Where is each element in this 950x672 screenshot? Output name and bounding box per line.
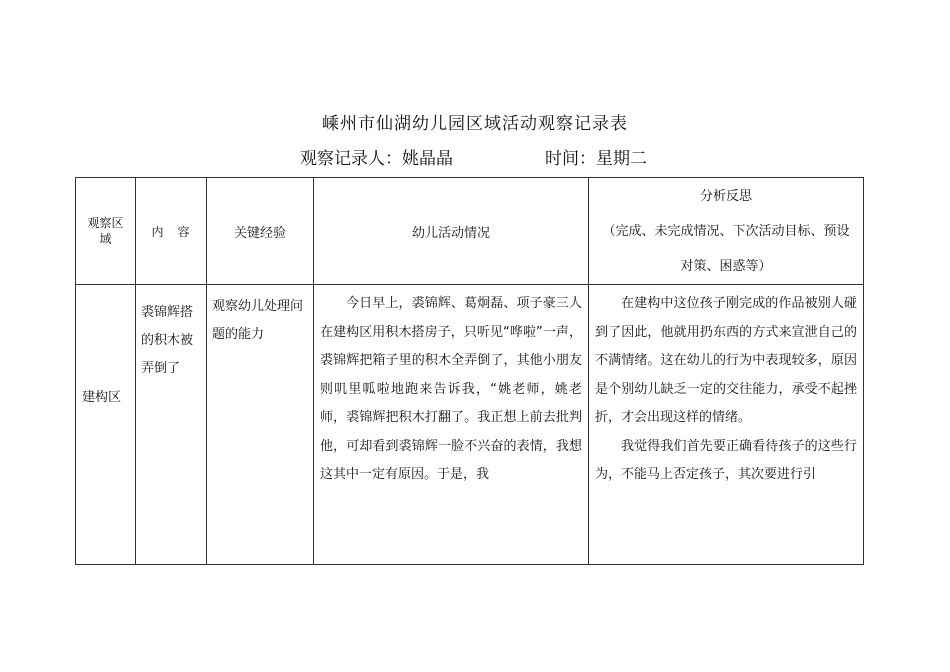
- header-content: 内 容: [151, 224, 191, 239]
- header-content-cell: [136, 178, 207, 285]
- header-analysis-note-2: 对策、困惑等）: [680, 258, 772, 274]
- header-analysis-note-1: （完成、未完成情况、下次活动目标、预设: [602, 223, 850, 239]
- time-label: 时间：星期二: [545, 149, 647, 169]
- header-analysis-cell: [589, 178, 864, 285]
- key-experience-cell: [207, 285, 314, 565]
- document-title: 嵊州市仙湖幼儿园区域活动观察记录表: [322, 114, 628, 134]
- header-key-experience-cell: [207, 178, 314, 285]
- observation-table: [75, 177, 864, 565]
- table-row: [76, 285, 864, 565]
- analysis-paragraph-2: 我觉得我们首先要正确看待孩子的这些行为，不能马上否定孩子，其次要进行引: [595, 438, 857, 482]
- row-analysis: [589, 285, 863, 560]
- analysis-paragraph-1: 在建构中这位孩子刚完成的作品被别人碰到了因此，他就用扔东西的方式来宣泄自己的不满情绪。这在幼儿的行为中表现较多，原因是个别幼儿缺乏一定的交往能力，承受不起挫折，才会出现这样的情绪。: [595, 296, 857, 425]
- area-cell: [76, 285, 136, 565]
- header-key-experience: 关键经验: [233, 225, 286, 241]
- row-area: 建构区: [82, 389, 122, 405]
- row-key-experience: 观察幼儿处理问题的能力: [212, 299, 304, 342]
- header-area: 观察区域: [87, 216, 124, 246]
- analysis-cell: [589, 285, 864, 565]
- row-content: 裘锦辉搭的积木被弄倒了: [141, 305, 194, 376]
- header-activity-cell: [314, 178, 589, 285]
- recorder-label: 观察记录人：姚晶晶: [300, 149, 453, 169]
- row-activity: [314, 285, 588, 560]
- activity-cell: [314, 285, 589, 565]
- content-cell: [136, 285, 207, 565]
- activity-paragraph: 今日早上，裘锦辉、葛炯磊、项子豪三人在建构区用积木搭房子，只听见“哗啦”一声，裘锦辉把箱子里的积木全弄倒了，其他小朋友则叽里呱啦地跑来告诉我，“姚老师，姚老师，裘锦辉把积木打翻了。我正想上前去批判他，可却看到裘锦辉一脸不兴奋的表情，我想这其中一定有原因。于是，我: [320, 296, 582, 482]
- header-analysis-title: 分析反思: [699, 188, 752, 204]
- header-area-cell: [76, 178, 136, 285]
- table-header-row: [76, 178, 864, 285]
- header-activity: 幼儿活动情况: [411, 225, 490, 241]
